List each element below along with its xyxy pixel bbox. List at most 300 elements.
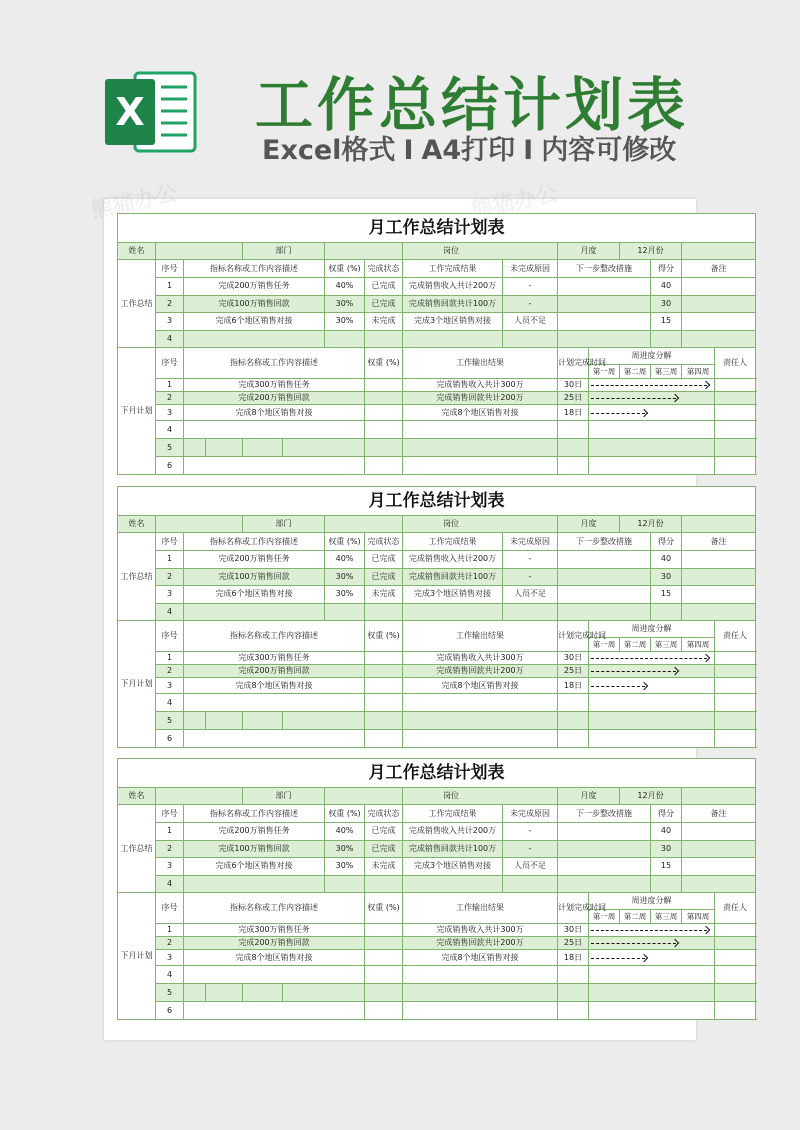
plan-header: 序号 — [156, 893, 184, 924]
summary-cell[interactable]: 人员不足 — [503, 586, 558, 604]
plan-no-cell[interactable]: 1 — [156, 379, 184, 392]
summary-cell[interactable] — [682, 330, 756, 348]
summary-cell[interactable] — [651, 875, 682, 893]
plan-time-cell[interactable] — [558, 421, 589, 439]
plan-no-cell[interactable]: 4 — [156, 966, 184, 984]
plan-owner-cell[interactable] — [715, 379, 756, 392]
name-value[interactable] — [156, 243, 243, 260]
plan-weight-cell[interactable] — [365, 457, 403, 475]
plan-task-cell[interactable] — [184, 712, 206, 730]
summary-cell[interactable] — [184, 603, 325, 621]
summary-cell[interactable] — [403, 330, 503, 348]
summary-cell[interactable] — [682, 295, 756, 313]
plan-task-cell[interactable]: 完成300万销售任务 — [184, 379, 365, 392]
plan-week-cell[interactable] — [589, 652, 715, 665]
summary-cell[interactable]: 完成6个地区销售对接 — [184, 313, 325, 331]
dept-label: 部门 — [243, 788, 325, 805]
summary-cell[interactable]: 完成6个地区销售对接 — [184, 858, 325, 876]
plan-result-cell[interactable] — [403, 439, 558, 457]
summary-cell[interactable]: 完成销售回款共计100万 — [403, 295, 503, 313]
summary-cell[interactable]: 2 — [156, 840, 184, 858]
name-value[interactable] — [156, 788, 243, 805]
summary-cell[interactable]: 30 — [651, 295, 682, 313]
page-title: 工作总结计划表 — [255, 71, 690, 139]
plan-weight-cell[interactable] — [365, 966, 403, 984]
plan-header: 计划完成时间 — [558, 348, 589, 379]
plan-header: 计划完成时间 — [558, 621, 589, 652]
plan-result-cell[interactable]: 完成8个地区销售对接 — [403, 678, 558, 694]
plan-weight-cell[interactable] — [365, 730, 403, 748]
summary-cell[interactable]: 40% — [325, 823, 365, 841]
dept-value[interactable] — [325, 243, 403, 260]
summary-row — [118, 586, 756, 604]
plan-result-cell[interactable] — [403, 984, 558, 1002]
month-extra[interactable] — [682, 243, 756, 260]
summary-cell[interactable]: 30% — [325, 586, 365, 604]
plan-week-cell[interactable] — [589, 405, 715, 421]
summary-cell[interactable] — [682, 840, 756, 858]
plan-task-cell[interactable] — [283, 984, 365, 1002]
subtitle-separator: I — [403, 135, 414, 166]
plan-week-cell[interactable] — [589, 421, 715, 439]
plan-weight-cell[interactable] — [365, 984, 403, 1002]
summary-cell[interactable] — [365, 330, 403, 348]
summary-cell[interactable]: 已完成 — [365, 840, 403, 858]
post-label: 岗位 — [403, 516, 558, 533]
summary-cell[interactable]: - — [503, 840, 558, 858]
plan-weight-cell[interactable] — [365, 392, 403, 405]
summary-header: 备注 — [682, 533, 756, 551]
summary-cell[interactable] — [184, 330, 325, 348]
summary-cell[interactable]: - — [503, 568, 558, 586]
plan-task-cell[interactable]: 完成200万销售回款 — [184, 665, 365, 678]
plan-task-cell[interactable] — [184, 984, 206, 1002]
summary-cell[interactable]: 30% — [325, 295, 365, 313]
plan-weight-cell[interactable] — [365, 665, 403, 678]
week-header: 第四周 — [682, 910, 715, 924]
summary-cell[interactable] — [403, 603, 503, 621]
plan-task-cell[interactable]: 完成8个地区销售对接 — [184, 950, 365, 966]
progress-arrow-icon — [591, 943, 676, 944]
plan-week-cell[interactable] — [589, 665, 715, 678]
summary-cell[interactable] — [558, 875, 651, 893]
plan-week-cell[interactable] — [589, 392, 715, 405]
plan-time-cell[interactable] — [558, 712, 589, 730]
plan-header: 计划完成时间 — [558, 893, 589, 924]
summary-cell[interactable]: 完成销售收入共计200万 — [403, 823, 503, 841]
week-header: 第一周 — [589, 638, 620, 652]
plan-header: 序号 — [156, 348, 184, 379]
summary-cell[interactable]: 4 — [156, 330, 184, 348]
summary-cell[interactable]: 已完成 — [365, 823, 403, 841]
month-value: 12月份 — [620, 516, 682, 533]
plan-owner-cell[interactable] — [715, 665, 756, 678]
plan-week-cell[interactable] — [589, 1002, 715, 1020]
summary-cell[interactable]: 40% — [325, 278, 365, 296]
plan-weight-cell[interactable] — [365, 405, 403, 421]
plan-header: 责任人 — [715, 348, 756, 379]
summary-cell[interactable] — [503, 603, 558, 621]
plan-task-cell[interactable]: 完成200万销售回款 — [184, 392, 365, 405]
plan-time-cell[interactable]: 30日 — [558, 652, 589, 665]
summary-cell[interactable] — [558, 603, 651, 621]
summary-cell[interactable] — [558, 823, 651, 841]
summary-cell[interactable]: 完成销售收入共计200万 — [403, 278, 503, 296]
summary-cell[interactable]: 15 — [651, 586, 682, 604]
plan-time-cell[interactable]: 25日 — [558, 665, 589, 678]
summary-cell[interactable] — [558, 313, 651, 331]
summary-cell[interactable] — [682, 823, 756, 841]
plan-time-cell[interactable] — [558, 730, 589, 748]
plan-result-cell[interactable] — [403, 421, 558, 439]
week-header: 第一周 — [589, 910, 620, 924]
plan-no-cell[interactable]: 6 — [156, 1002, 184, 1020]
summary-cell[interactable] — [682, 586, 756, 604]
summary-cell[interactable]: 2 — [156, 295, 184, 313]
plan-weight-cell[interactable] — [365, 950, 403, 966]
plan-no-cell[interactable]: 6 — [156, 457, 184, 475]
plan-result-cell[interactable] — [403, 966, 558, 984]
summary-cell[interactable]: 30% — [325, 568, 365, 586]
summary-cell[interactable]: 30% — [325, 840, 365, 858]
plan-result-cell[interactable] — [403, 1002, 558, 1020]
plan-no-cell[interactable]: 2 — [156, 392, 184, 405]
plan-weight-cell[interactable] — [365, 678, 403, 694]
plan-owner-cell[interactable] — [715, 984, 756, 1002]
plan-time-cell[interactable] — [558, 439, 589, 457]
week-header: 第三周 — [651, 910, 682, 924]
plan-week-cell[interactable] — [589, 712, 715, 730]
name-label: 姓名 — [118, 243, 156, 260]
plan-owner-cell[interactable] — [715, 392, 756, 405]
plan-result-cell[interactable]: 完成销售回款共计200万 — [403, 665, 558, 678]
plan-task-cell[interactable] — [184, 457, 365, 475]
plan-time-cell[interactable]: 25日 — [558, 937, 589, 950]
summary-cell[interactable] — [682, 858, 756, 876]
plan-time-cell[interactable]: 18日 — [558, 405, 589, 421]
name-value[interactable] — [156, 516, 243, 533]
summary-cell[interactable] — [558, 330, 651, 348]
plan-time-cell[interactable]: 25日 — [558, 392, 589, 405]
summary-cell[interactable]: - — [503, 295, 558, 313]
month-extra[interactable] — [682, 788, 756, 805]
plan-result-cell[interactable] — [403, 457, 558, 475]
plan-no-cell[interactable]: 5 — [156, 439, 184, 457]
plan-task-cell[interactable] — [184, 439, 206, 457]
plan-week-cell[interactable] — [589, 439, 715, 457]
summary-header: 得分 — [651, 260, 682, 278]
plan-task-cell[interactable] — [206, 439, 243, 457]
plan-week-cell[interactable] — [589, 966, 715, 984]
plan-weight-cell[interactable] — [365, 1002, 403, 1020]
summary-cell[interactable]: 完成200万销售任务 — [184, 551, 325, 569]
summary-cell[interactable]: 40 — [651, 823, 682, 841]
plan-task-cell[interactable] — [184, 730, 365, 748]
plan-row — [118, 966, 756, 984]
summary-cell[interactable]: 完成3个地区销售对接 — [403, 313, 503, 331]
plan-no-cell[interactable]: 3 — [156, 950, 184, 966]
plan-header: 周进度分解 — [589, 621, 715, 638]
summary-cell[interactable]: 15 — [651, 313, 682, 331]
summary-cell[interactable]: 完成200万销售任务 — [184, 823, 325, 841]
plan-result-cell[interactable]: 完成销售收入共计300万 — [403, 379, 558, 392]
plan-time-cell[interactable]: 30日 — [558, 924, 589, 937]
plan-no-cell[interactable]: 4 — [156, 421, 184, 439]
plan-task-cell[interactable] — [184, 694, 365, 712]
summary-cell[interactable] — [682, 603, 756, 621]
summary-header: 权重 (%) — [325, 260, 365, 278]
summary-cell[interactable] — [365, 875, 403, 893]
summary-cell[interactable] — [651, 603, 682, 621]
plan-no-cell[interactable]: 4 — [156, 694, 184, 712]
summary-cell[interactable] — [503, 330, 558, 348]
plan-result-cell[interactable]: 完成销售收入共计300万 — [403, 924, 558, 937]
plan-task-cell[interactable] — [283, 712, 365, 730]
summary-cell[interactable]: 完成200万销售任务 — [184, 278, 325, 296]
plan-owner-cell[interactable] — [715, 457, 756, 475]
summary-cell[interactable] — [558, 840, 651, 858]
summary-cell[interactable]: - — [503, 823, 558, 841]
plan-weight-cell[interactable] — [365, 712, 403, 730]
plan-row — [118, 924, 756, 937]
plan-task-cell[interactable]: 完成200万销售回款 — [184, 937, 365, 950]
summary-cell[interactable] — [682, 278, 756, 296]
plan-time-cell[interactable]: 18日 — [558, 950, 589, 966]
plan-result-cell[interactable] — [403, 694, 558, 712]
month-label: 月度 — [558, 243, 620, 260]
summary-cell[interactable]: 已完成 — [365, 551, 403, 569]
plan-week-cell[interactable] — [589, 924, 715, 937]
plan-no-cell[interactable]: 1 — [156, 924, 184, 937]
plan-result-cell[interactable]: 完成8个地区销售对接 — [403, 950, 558, 966]
summary-cell[interactable]: 完成3个地区销售对接 — [403, 858, 503, 876]
summary-cell[interactable]: 3 — [156, 313, 184, 331]
summary-cell[interactable] — [325, 875, 365, 893]
plan-no-cell[interactable]: 5 — [156, 712, 184, 730]
summary-cell[interactable] — [403, 875, 503, 893]
summary-cell[interactable]: 完成100万销售回款 — [184, 568, 325, 586]
plan-week-cell[interactable] — [589, 678, 715, 694]
plan-week-cell[interactable] — [589, 984, 715, 1002]
plan-task-cell[interactable] — [184, 966, 365, 984]
plan-week-cell[interactable] — [589, 730, 715, 748]
plan-no-cell[interactable]: 2 — [156, 937, 184, 950]
plan-owner-cell[interactable] — [715, 950, 756, 966]
summary-header: 指标名称或工作内容描述 — [184, 805, 325, 823]
plan-week-cell[interactable] — [589, 694, 715, 712]
plan-week-cell[interactable] — [589, 937, 715, 950]
summary-cell[interactable]: 4 — [156, 603, 184, 621]
summary-cell[interactable] — [503, 875, 558, 893]
progress-arrow-icon — [591, 930, 707, 931]
plan-header: 权重 (%) — [365, 348, 403, 379]
summary-cell[interactable]: 完成销售收入共计200万 — [403, 551, 503, 569]
plan-task-cell[interactable] — [243, 439, 283, 457]
plan-weight-cell[interactable] — [365, 694, 403, 712]
plan-no-cell[interactable]: 6 — [156, 730, 184, 748]
progress-arrow-icon — [591, 686, 645, 687]
summary-cell[interactable] — [682, 313, 756, 331]
summary-cell[interactable]: 完成6个地区销售对接 — [184, 586, 325, 604]
summary-cell[interactable] — [184, 875, 325, 893]
summary-cell[interactable]: 人员不足 — [503, 313, 558, 331]
summary-cell[interactable]: 40 — [651, 278, 682, 296]
plan-owner-cell[interactable] — [715, 421, 756, 439]
summary-cell[interactable]: 完成销售回款共计100万 — [403, 568, 503, 586]
summary-cell[interactable] — [325, 603, 365, 621]
summary-cell[interactable]: 已完成 — [365, 568, 403, 586]
summary-cell[interactable]: 人员不足 — [503, 858, 558, 876]
dept-value[interactable] — [325, 516, 403, 533]
summary-cell[interactable]: 已完成 — [365, 295, 403, 313]
summary-header: 工作完成结果 — [403, 260, 503, 278]
summary-cell[interactable]: 15 — [651, 858, 682, 876]
summary-cell[interactable]: 40% — [325, 551, 365, 569]
summary-cell[interactable]: - — [503, 278, 558, 296]
plan-result-cell[interactable] — [403, 730, 558, 748]
summary-cell[interactable] — [558, 568, 651, 586]
summary-cell[interactable] — [558, 858, 651, 876]
week-header: 第四周 — [682, 365, 715, 379]
plan-owner-cell[interactable] — [715, 694, 756, 712]
summary-cell[interactable]: 未完成 — [365, 858, 403, 876]
summary-cell[interactable]: 3 — [156, 858, 184, 876]
summary-cell[interactable]: 完成100万销售回款 — [184, 840, 325, 858]
plan-result-cell[interactable]: 完成销售回款共计200万 — [403, 937, 558, 950]
plan-task-cell[interactable] — [283, 439, 365, 457]
banner — [0, 0, 800, 190]
plan-weight-cell[interactable] — [365, 924, 403, 937]
summary-cell[interactable] — [682, 551, 756, 569]
summary-cell[interactable]: 2 — [156, 568, 184, 586]
plan-time-cell[interactable] — [558, 457, 589, 475]
summary-cell[interactable]: 40 — [651, 551, 682, 569]
summary-cell[interactable]: 30% — [325, 313, 365, 331]
summary-cell[interactable]: 30% — [325, 858, 365, 876]
summary-cell[interactable]: 完成100万销售回款 — [184, 295, 325, 313]
plan-weight-cell[interactable] — [365, 439, 403, 457]
plan-result-cell[interactable]: 完成销售回款共计200万 — [403, 392, 558, 405]
plan-time-cell[interactable] — [558, 1002, 589, 1020]
plan-time-cell[interactable] — [558, 966, 589, 984]
plan-no-cell[interactable]: 2 — [156, 665, 184, 678]
plan-owner-cell[interactable] — [715, 1002, 756, 1020]
plan-no-cell[interactable]: 3 — [156, 678, 184, 694]
sheet-title: 月工作总结计划表 — [118, 214, 756, 243]
plan-task-cell[interactable] — [243, 984, 283, 1002]
plan-no-cell[interactable]: 5 — [156, 984, 184, 1002]
plan-task-cell[interactable] — [206, 712, 243, 730]
plan-header: 指标名称或工作内容描述 — [184, 348, 365, 379]
summary-row — [118, 568, 756, 586]
summary-cell[interactable]: 未完成 — [365, 586, 403, 604]
summary-header: 权重 (%) — [325, 533, 365, 551]
plan-no-cell[interactable]: 1 — [156, 652, 184, 665]
summary-row — [118, 840, 756, 858]
summary-header: 下一步整改措施 — [558, 805, 651, 823]
summary-cell[interactable] — [682, 568, 756, 586]
plan-owner-cell[interactable] — [715, 652, 756, 665]
plan-owner-cell[interactable] — [715, 937, 756, 950]
summary-cell[interactable]: 3 — [156, 586, 184, 604]
plan-owner-cell[interactable] — [715, 924, 756, 937]
summary-cell[interactable]: 完成3个地区销售对接 — [403, 586, 503, 604]
plan-owner-cell[interactable] — [715, 712, 756, 730]
summary-header: 工作完成结果 — [403, 805, 503, 823]
summary-row — [118, 603, 756, 621]
summary-cell[interactable]: 1 — [156, 278, 184, 296]
month-label: 月度 — [558, 788, 620, 805]
plan-time-cell[interactable] — [558, 694, 589, 712]
dept-value[interactable] — [325, 788, 403, 805]
summary-cell[interactable]: 已完成 — [365, 278, 403, 296]
plan-week-cell[interactable] — [589, 457, 715, 475]
summary-cell[interactable] — [558, 551, 651, 569]
progress-arrow-icon — [591, 658, 707, 659]
summary-cell[interactable] — [558, 278, 651, 296]
sheet-copy-2 — [117, 486, 747, 754]
plan-task-cell[interactable] — [206, 984, 243, 1002]
plan-time-cell[interactable]: 18日 — [558, 678, 589, 694]
plan-task-cell[interactable] — [184, 421, 365, 439]
plan-task-cell[interactable] — [184, 1002, 365, 1020]
plan-week-cell[interactable] — [589, 950, 715, 966]
plan-task-cell[interactable]: 完成300万销售任务 — [184, 924, 365, 937]
post-label: 岗位 — [403, 788, 558, 805]
plan-result-cell[interactable] — [403, 712, 558, 730]
summary-cell[interactable] — [365, 603, 403, 621]
summary-cell[interactable]: 1 — [156, 823, 184, 841]
summary-cell[interactable]: 1 — [156, 551, 184, 569]
plan-result-cell[interactable]: 完成销售收入共计300万 — [403, 652, 558, 665]
summary-cell[interactable]: 完成销售回款共计100万 — [403, 840, 503, 858]
plan-owner-cell[interactable] — [715, 439, 756, 457]
summary-cell[interactable]: 未完成 — [365, 313, 403, 331]
month-extra[interactable] — [682, 516, 756, 533]
plan-owner-cell[interactable] — [715, 405, 756, 421]
summary-cell[interactable] — [558, 586, 651, 604]
plan-weight-cell[interactable] — [365, 652, 403, 665]
plan-owner-cell[interactable] — [715, 966, 756, 984]
plan-result-cell[interactable]: 完成8个地区销售对接 — [403, 405, 558, 421]
plan-row — [118, 678, 756, 694]
plan-weight-cell[interactable] — [365, 421, 403, 439]
plan-time-cell[interactable] — [558, 984, 589, 1002]
plan-owner-cell[interactable] — [715, 730, 756, 748]
summary-cell[interactable] — [651, 330, 682, 348]
plan-weight-cell[interactable] — [365, 379, 403, 392]
plan-weight-cell[interactable] — [365, 937, 403, 950]
summary-cell[interactable]: 4 — [156, 875, 184, 893]
summary-cell[interactable] — [682, 875, 756, 893]
summary-section-label: 工作总结 — [118, 533, 156, 621]
summary-cell[interactable]: 30 — [651, 840, 682, 858]
summary-cell[interactable]: - — [503, 551, 558, 569]
plan-task-cell[interactable]: 完成8个地区销售对接 — [184, 678, 365, 694]
summary-cell[interactable]: 30 — [651, 568, 682, 586]
plan-task-cell[interactable] — [243, 712, 283, 730]
plan-time-cell[interactable]: 30日 — [558, 379, 589, 392]
plan-owner-cell[interactable] — [715, 678, 756, 694]
plan-header: 序号 — [156, 621, 184, 652]
plan-week-cell[interactable] — [589, 379, 715, 392]
plan-task-cell[interactable]: 完成300万销售任务 — [184, 652, 365, 665]
summary-cell[interactable] — [325, 330, 365, 348]
summary-cell[interactable] — [558, 295, 651, 313]
plan-task-cell[interactable]: 完成8个地区销售对接 — [184, 405, 365, 421]
plan-no-cell[interactable]: 3 — [156, 405, 184, 421]
subtitle-format: Excel格式 — [262, 135, 396, 166]
